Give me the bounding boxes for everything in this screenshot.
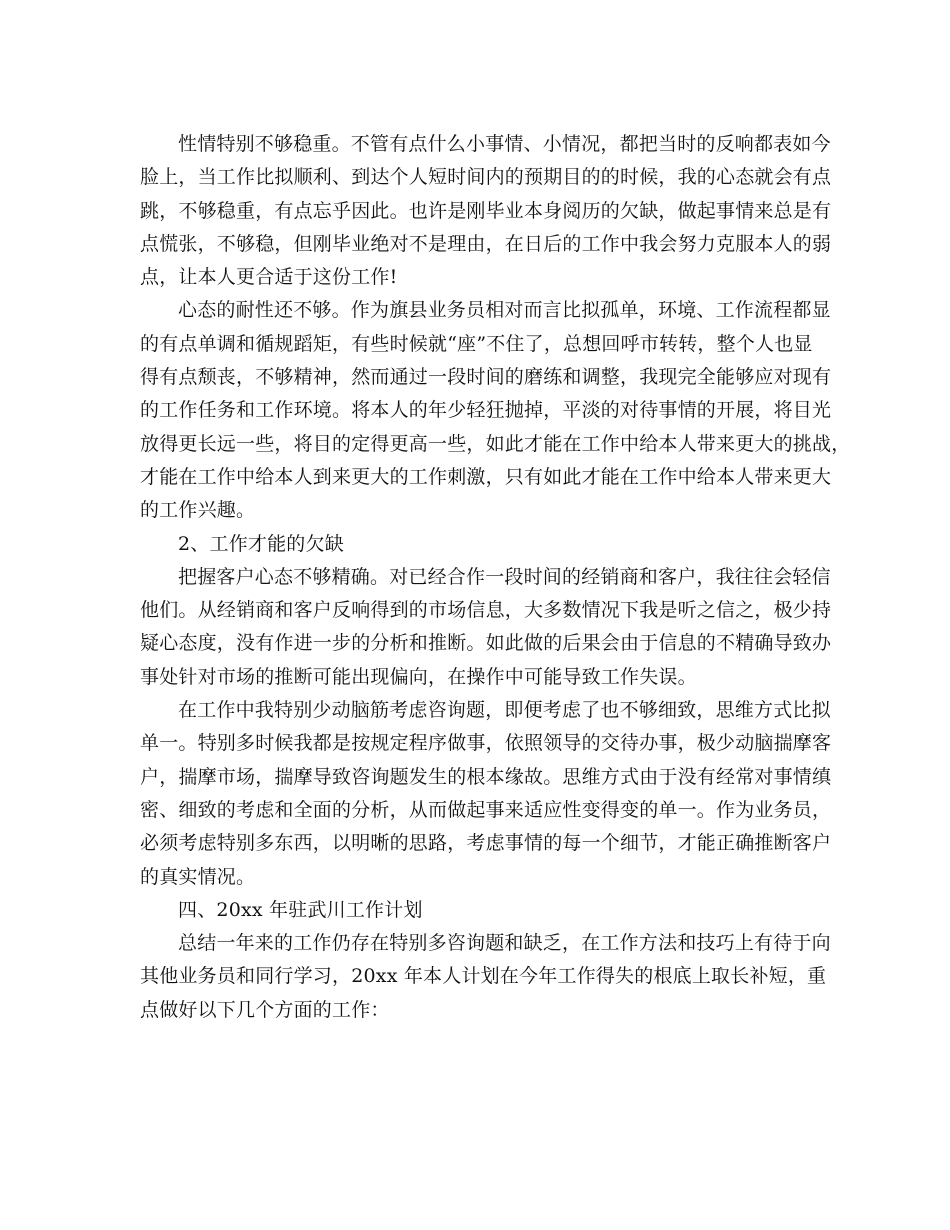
text-line: 得有点颓丧，不够精神，然而通过一段时间的磨练和调整，我现完全能够应对现有 xyxy=(140,366,832,389)
text-line: 的工作兴趣。 xyxy=(140,499,256,522)
text-line: 户，揣摩市场，揣摩导致咨询题发生的根本缘故。思维方式由于没有经常对事情缜 xyxy=(140,765,832,788)
section-heading: 2、工作才能的欠缺 xyxy=(178,532,344,555)
text-line: 的工作任务和工作环境。将本人的年少轻狂抛掉，平淡的对待事情的开展，将目光 xyxy=(140,399,832,422)
text-line: 跳，不够稳重，有点忘乎因此。也许是刚毕业本身阅历的欠缺，做起事情来总是有 xyxy=(140,199,832,222)
text-line: 把握客户心态不够精确。对已经合作一段时间的经销商和客户，我往往会轻信 xyxy=(178,565,831,588)
text-line: 心态的耐性还不够。作为旗县业务员相对而言比拟孤单，环境、工作流程都显 xyxy=(178,299,831,322)
text-line: 在工作中我特别少动脑筋考虑咨询题，即便考虑了也不够细致，思维方式比拟 xyxy=(178,699,831,722)
text-line: 性情特别不够稳重。不管有点什么小事情、小情况，都把当时的反响都表如今 xyxy=(178,133,831,155)
text-line: 事处针对市场的推断可能出现偏向，在操作中可能导致工作失误。 xyxy=(140,665,697,688)
text-line: 放得更长远一些，将目的定得更高一些，如此才能在工作中给本人带来更大的挑战， xyxy=(140,432,851,455)
text-line: 的有点单调和循规蹈矩，有些时候就“座”不住了，总想回呼市转转，整个人也显 xyxy=(140,332,813,355)
section-heading: 四、20xx 年驻武川工作计划 xyxy=(178,898,423,921)
text-line: 密、细致的考虑和全面的分析，从而做起事来适应性变得变的单一。作为业务员， xyxy=(140,798,832,821)
text-line: 单一。特别多时候我都是按规定程序做事，依照领导的交待办事，极少动脑揣摩客 xyxy=(140,732,832,755)
text-line: 其他业务员和同行学习，20xx 年本人计划在今年工作得失的根底上取长补短，重 xyxy=(140,965,827,988)
text-line: 点做好以下几个方面的工作： xyxy=(140,998,390,1021)
text-line: 点，让本人更合适于这份工作! xyxy=(140,266,398,289)
text-line: 疑心态度，没有作进一步的分析和推断。如此做的后果会由于信息的不精确导致办 xyxy=(140,632,832,655)
document-body xyxy=(140,128,851,1027)
text-line: 点慌张，不够稳，但刚毕业绝对不是理由，在日后的工作中我会努力克服本人的弱 xyxy=(140,232,832,255)
text-line: 总结一年来的工作仍存在特别多咨询题和缺乏，在工作方法和技巧上有待于向 xyxy=(178,932,831,955)
text-line: 必须考虑特别多东西，以明晰的思路，考虑事情的每一个细节，才能正确推断客户 xyxy=(140,832,832,855)
text-line: 才能在工作中给本人到来更大的工作刺激，只有如此才能在工作中给本人带来更大 xyxy=(140,465,832,488)
text-line: 他们。从经销商和客户反响得到的市场信息，大多数情况下我是听之信之，极少持 xyxy=(140,599,832,622)
text-line: 脸上，当工作比拟顺利、到达个人短时间内的预期目的的时候，我的心态就会有点 xyxy=(140,166,832,189)
text-line: 的真实情况。 xyxy=(140,865,256,888)
